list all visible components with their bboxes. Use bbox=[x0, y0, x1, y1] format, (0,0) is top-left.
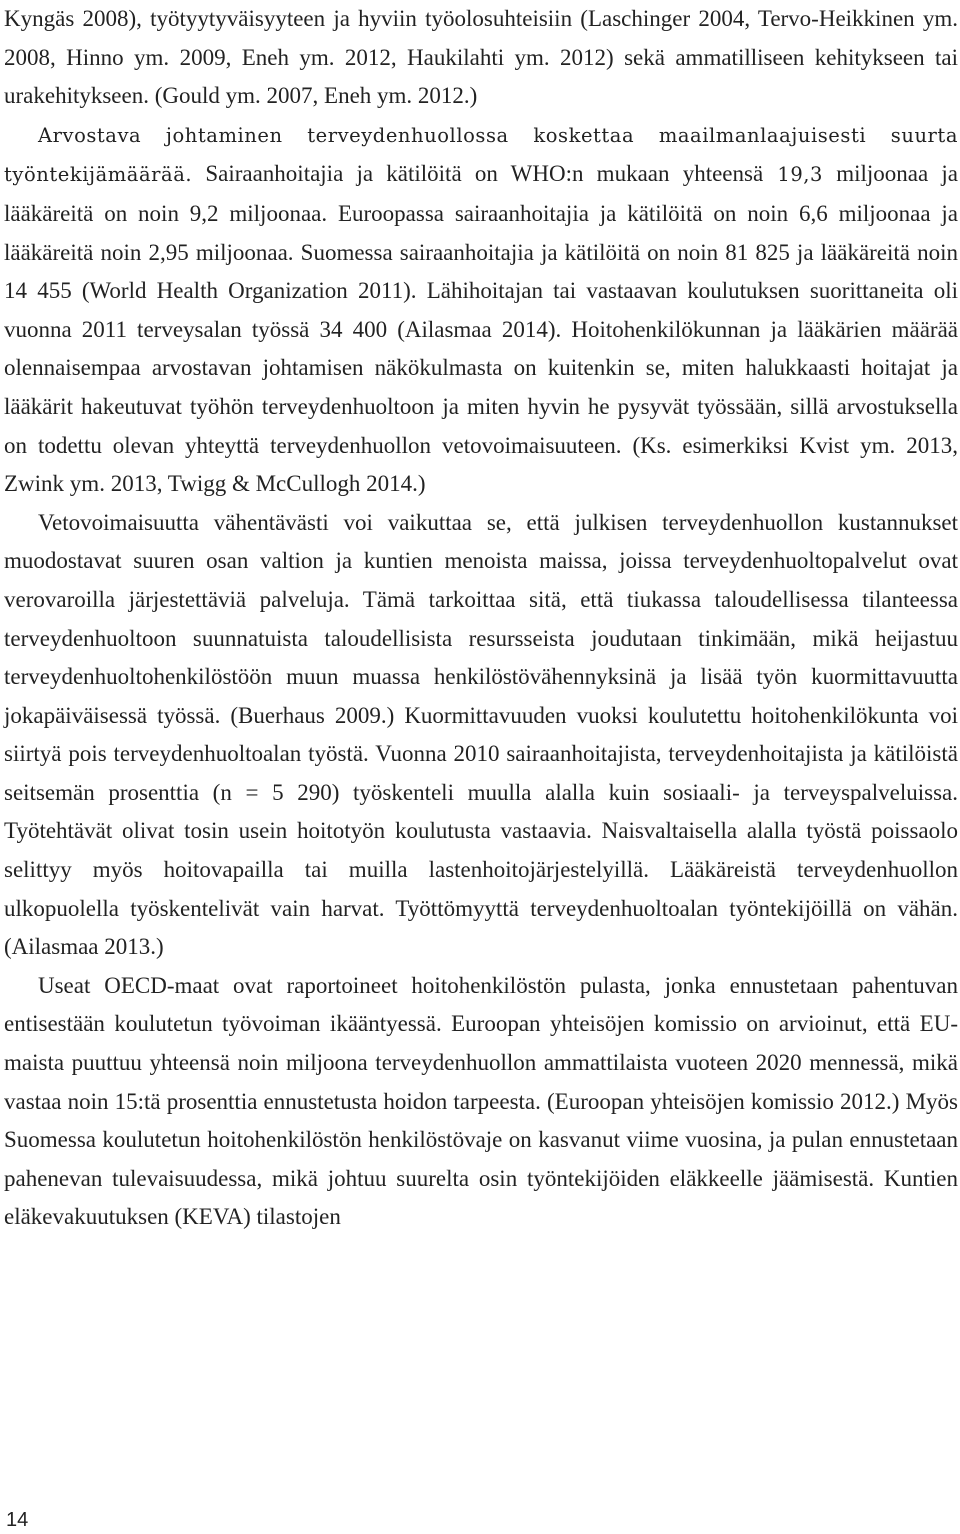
paragraph-2-figure: 19,3 bbox=[763, 163, 823, 187]
paragraph-4: Useat OECD-maat ovat raportoineet hoitohenkilöstön pulasta, jonka ennustetaan pahentuvan entisestään koulutetun työvoiman ikääntyessä. Euroopan yhteisöjen komissio on arvioinut, että EU-maista puuttuu yhteensä noin miljoona terveydenhuollon ammattilaista vuoteen 2020 mennessä, mikä vastaa noin 15:tä prosenttia ennustetusta hoidon tarpeesta. (Euroopan yhteisöjen komissio 2012.) Myös Suomessa koulutetun hoitohenkilöstön henkilöstövaje on kasvanut viime vuosina, ja pulan ennustetaan pahenevan tulevaisuudessa, mikä johtuu suurelta osin työntekijöiden eläkkeelle jäämisestä. Kuntien eläkevakuutuksen (KEVA) tilastojen bbox=[4, 972, 958, 1230]
paragraph-1 bbox=[4, 0, 958, 116]
paragraph-2-text-a: Sairaanhoitajia ja kätilöitä on WHO:n mukaan yhteensä bbox=[192, 161, 764, 187]
page-number: 14 bbox=[6, 1509, 29, 1531]
paragraph-2-opening: Arvostava johtaminen terveydenhuollossa koskettaa maailmanlaajuisesti suurta työntekijämäärää. bbox=[4, 123, 958, 187]
body-text bbox=[4, 0, 958, 1237]
paragraph-2-text-b: miljoonaa ja lääkäreitä on noin 9,2 miljoonaa. Euroopassa sairaanhoitajia ja kätilöitä on noin 6,6 miljoonaa ja lääkäreitä noin 2,95 miljoonaa. Suomessa sairaanhoitajia ja kätilöitä on noin 81 825 ja lääkäreitä noin 14 455 (World Health Organization 2011). Lähihoitajan tai vastaavan koulutuksen suorittaneita oli vuonna 2011 terveysalan työssä 34 400 (Ailasmaa 2014). Hoitohenkilökunnan ja lääkärien määrää olennaisempaa arvostavan johtamisen näkökulmasta on kuitenkin se, miten halukkaasti hoitajat ja lääkärit hakeutuvat työhön terveydenhuoltoon ja miten hyvin he pysyvät työssään, sillä arvostuksella on todettu olevan yhteyttä terveydenhuollon vetovoimaisuuteen. (Ks. esimerkiksi Kvist ym. 2013, Zwink ym. 2013, Twigg & McCullogh 2014.) bbox=[4, 161, 958, 497]
paragraph-2 bbox=[4, 116, 958, 504]
paragraph-3: Vetovoimaisuutta vähentävästi voi vaikuttaa se, että julkisen terveydenhuollon kustannukset muodostavat suuren osan valtion ja kuntien menoista maissa, joissa terveydenhuoltopalvelut ovat verovaroilla järjestettäviä palveluja. Tämä tarkoittaa sitä, että tiukassa taloudellisessa tilanteessa terveydenhuoltoon suunnatuista taloudellisista resursseista joudutaan tinkimään, mikä heijastuu terveydenhuoltohenkilöstöön muun muassa henkilöstövähennyksinä ja lisää työn kuormittavuutta jokapäiväisessä työssä. (Buerhaus 2009.) Kuormittavuuden vuoksi koulutettu hoitohenkilökunta voi siirtyä pois terveydenhuoltoalan työstä. Vuonna 2010 sairaanhoitajista, terveydenhoitajista ja kätilöistä seitsemän prosenttia (n = 5 290) työskenteli muulla alalla kuin sosiaali- ja terveyspalveluissa. Työtehtävät olivat tosin usein hoitotyön koulutusta vastaavia. Naisvaltaisella alalla työstä poissaolo selittyy myös hoitovapailla tai muilla lastenhoitojärjestelyillä. Lääkäreistä terveydenhuollon ulkopuolella työskentelivät vain harvat. Työttömyyttä terveydenhuoltoalan työntekijöillä on vähän. (Ailasmaa 2013.) bbox=[4, 509, 958, 960]
paragraph-1-text: Kyngäs 2008), työtyytyväisyyteen ja hyviin työolosuhteisiin (Laschinger 2004, Tervo-Heikkinen ym. 2008, Hinno ym. 2009, Eneh ym. 2012, Haukilahti ym. 2012) sekä ammatilliseen kehitykseen tai urakehitykseen. (Gould ym. 2007, Eneh ym. 2012.) bbox=[4, 6, 958, 109]
